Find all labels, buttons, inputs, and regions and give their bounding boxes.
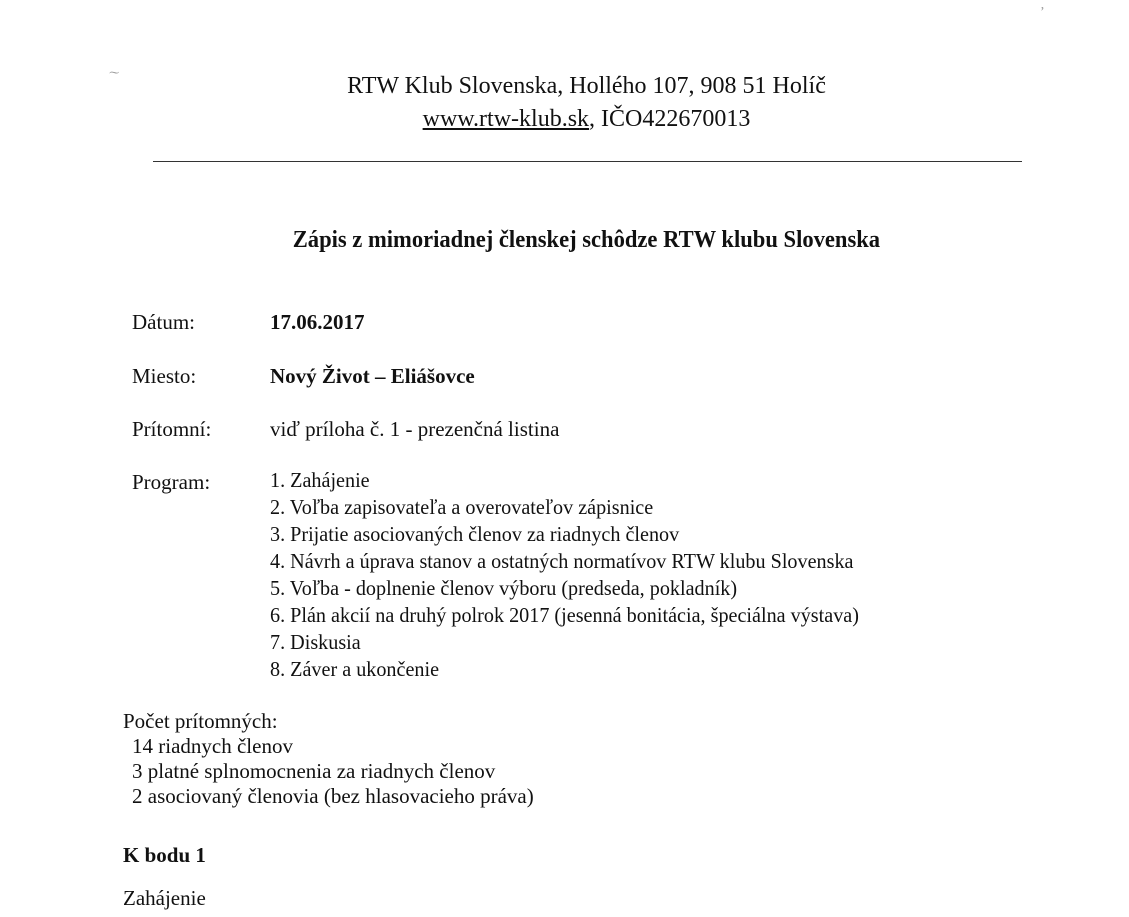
scan-artifact: ʼ (1040, 5, 1045, 20)
program-item: 4. Návrh a úprava stanov a ostatných normatívov RTW klubu Slovenska (270, 549, 854, 573)
program-label: Program: (132, 470, 211, 494)
org-ico: , IČO422670013 (589, 106, 751, 132)
attendance-block (123, 709, 534, 809)
document-title: Zápis z mimoriadnej členskej schôdze RTW klubu Slovenska (292, 227, 881, 253)
place-label: Miesto: (132, 364, 197, 388)
program-item: 5. Voľba - doplnenie členov výboru (predseda, pokladník) (270, 576, 738, 600)
attendance-item: 14 riadnych členov (132, 734, 293, 758)
program-item: 1. Zahájenie (270, 468, 370, 492)
org-address: RTW Klub Slovenska, Hollého 107, 908 51 Holíč (347, 73, 826, 99)
attendance-item: 2 asociovaný členovia (bez hlasovacieho práva) (132, 784, 534, 808)
present-value: viď príloha č. 1 - prezenčná listina (270, 417, 560, 441)
attendance-item: 3 platné splnomocnenia za riadnych členov (132, 759, 496, 783)
attendance-heading: Počet prítomných: (123, 709, 278, 733)
program-item: 2. Voľba zapisovateľa a overovateľov zápisnice (270, 495, 654, 519)
org-contact (0, 106, 1129, 133)
section-1-text: Zahájenie (123, 886, 206, 910)
date-label: Dátum: (132, 310, 195, 334)
program-item: 6. Plán akcií na druhý polrok 2017 (jesenná bonitácia, špeciálna výstava) (270, 603, 859, 627)
program-item: 7. Diskusia (270, 630, 361, 654)
program-item: 8. Záver a ukončenie (270, 657, 440, 681)
place-value: Nový Život – Eliášovce (270, 364, 475, 388)
website-link[interactable]: www.rtw-klub.sk (422, 106, 590, 132)
present-label: Prítomní: (132, 417, 212, 441)
date-value: 17.06.2017 (270, 310, 365, 334)
program-item: 3. Prijatie asociovaných členov za riadnych členov (270, 522, 680, 546)
program-list (270, 467, 859, 683)
section-1-heading: K bodu 1 (123, 843, 206, 867)
header-divider (153, 161, 1022, 162)
